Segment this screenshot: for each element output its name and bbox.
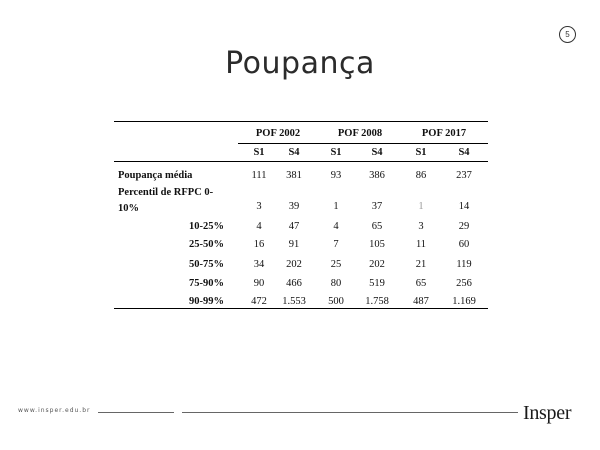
table-subheader-rule — [114, 161, 488, 162]
savings-table — [114, 119, 488, 311]
table-cell: 202 — [369, 259, 385, 270]
table-cell: 1 — [418, 201, 424, 212]
insper-logo: Insper — [523, 402, 572, 424]
table-cell: 93 — [330, 170, 342, 181]
table-cell: 1.553 — [282, 296, 306, 307]
table-cell: 105 — [369, 239, 385, 250]
table-cell: 91 — [288, 239, 300, 250]
table-cell: 47 — [288, 221, 300, 232]
table-cell: 487 — [413, 296, 429, 307]
slide-title: Poupança — [225, 46, 375, 81]
table-cell: 37 — [371, 201, 383, 212]
table-bottom-rule — [114, 308, 488, 309]
table-cell: 500 — [328, 296, 344, 307]
page-number-badge: 5 — [559, 26, 576, 43]
row-label: 75-90% — [189, 278, 224, 289]
table-cell: 11 — [415, 239, 427, 250]
table-cell: 256 — [456, 278, 472, 289]
row-label: Percentil de RFPC 0- — [118, 187, 214, 198]
subheader-cell: S4 — [371, 147, 383, 158]
table-cell: 119 — [456, 259, 472, 270]
group-header-pof-2017: POF 2017 — [421, 128, 467, 139]
table-cell: 237 — [456, 170, 472, 181]
footer-divider-right — [182, 412, 518, 413]
subheader-cell: S1 — [330, 147, 342, 158]
table-cell: 3 — [256, 201, 262, 212]
row-label: 25-50% — [189, 239, 224, 250]
table-cell: 21 — [415, 259, 427, 270]
row-label: Poupança média — [118, 170, 193, 181]
table-cell: 111 — [251, 170, 267, 181]
table-cell: 1.169 — [452, 296, 476, 307]
subheader-cell: S4 — [458, 147, 470, 158]
table-cell: 381 — [286, 170, 302, 181]
table-cell: 39 — [288, 201, 300, 212]
row-label: 50-75% — [189, 259, 224, 270]
table-cell: 14 — [458, 201, 470, 212]
subheader-cell: S1 — [253, 147, 265, 158]
table-cell: 472 — [251, 296, 267, 307]
row-label: 10% — [118, 203, 139, 214]
table-cell: 90 — [253, 278, 265, 289]
table-cell: 60 — [458, 239, 470, 250]
table-cell: 29 — [458, 221, 470, 232]
group-header-pof-2002: POF 2002 — [255, 128, 301, 139]
row-label: 10-25% — [189, 221, 224, 232]
table-cell: 7 — [333, 239, 339, 250]
table-cell: 4 — [256, 221, 262, 232]
subheader-cell: S1 — [415, 147, 427, 158]
footer-divider-left — [98, 412, 174, 413]
footer-url: www.insper.edu.br — [18, 407, 91, 414]
table-cell: 86 — [415, 170, 427, 181]
table-cell: 80 — [330, 278, 342, 289]
subheader-cell: S4 — [288, 147, 300, 158]
group-header-pof-2008: POF 2008 — [337, 128, 383, 139]
table-cell: 1.758 — [365, 296, 389, 307]
table-cell: 34 — [253, 259, 265, 270]
table-cell: 25 — [330, 259, 342, 270]
table-cell: 519 — [369, 278, 385, 289]
table-cell: 3 — [418, 221, 424, 232]
table-cell: 466 — [286, 278, 302, 289]
table-group-rule — [238, 143, 488, 144]
table-top-rule — [114, 121, 488, 122]
table-cell: 386 — [369, 170, 385, 181]
table-cell: 65 — [371, 221, 383, 232]
table-cell: 16 — [253, 239, 265, 250]
table-cell: 4 — [333, 221, 339, 232]
table-cell: 1 — [333, 201, 339, 212]
row-label: 90-99% — [189, 296, 224, 307]
table-cell: 65 — [415, 278, 427, 289]
table-cell: 202 — [286, 259, 302, 270]
